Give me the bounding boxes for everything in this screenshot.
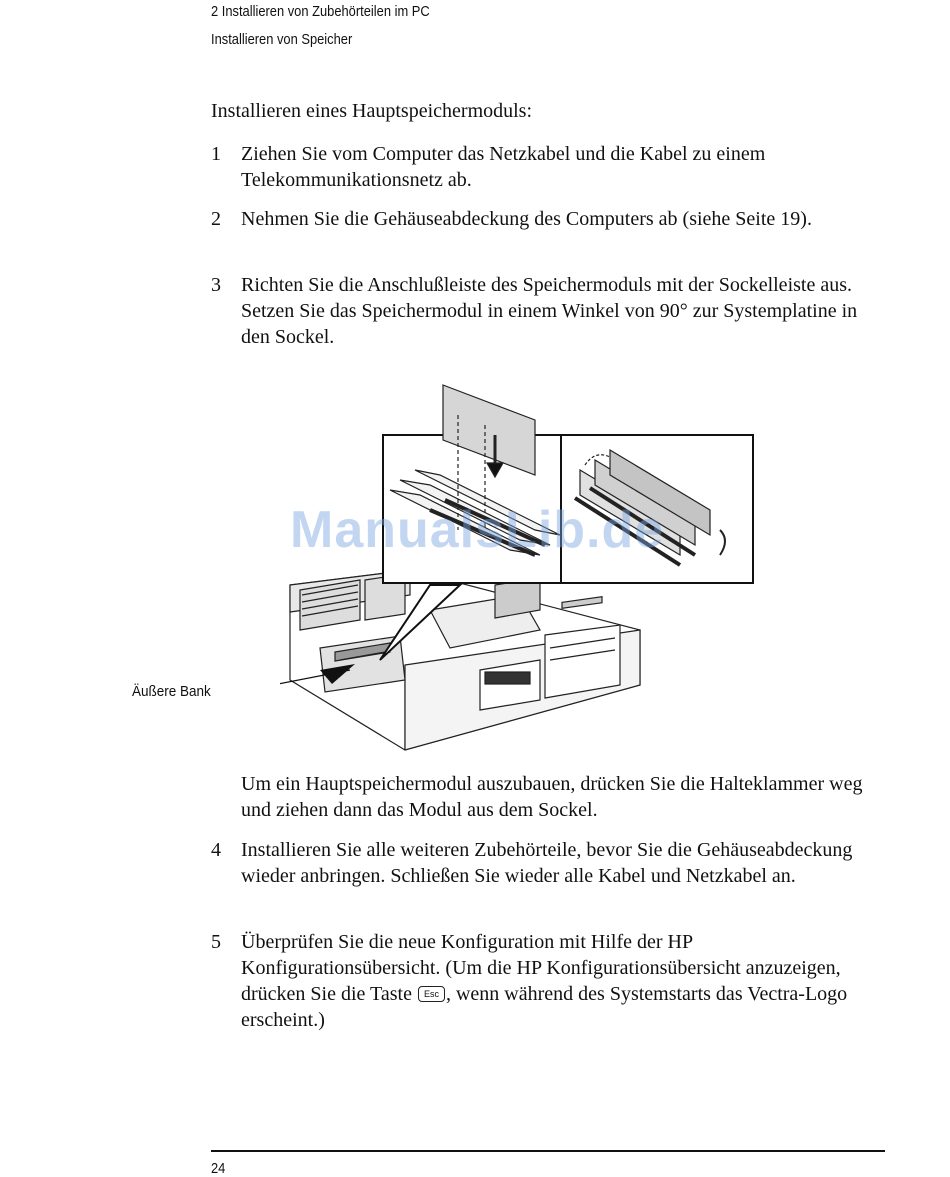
memory-installation-illustration bbox=[280, 380, 760, 755]
watermark: ManualsLib.de bbox=[290, 501, 665, 559]
step-text: Ziehen Sie vom Computer das Netzkabel und die Kabel zu einem Telekommunikationsnetz ab. bbox=[241, 143, 766, 191]
step-text-after: , wenn während des Systemstarts das Vectra-Logo erscheint.) bbox=[241, 983, 848, 1031]
step-4 bbox=[211, 837, 891, 889]
step-5 bbox=[211, 929, 891, 1033]
step-number: 3 bbox=[211, 274, 221, 296]
chapter-header: 2 Installieren von Zubehörteilen im PC bbox=[211, 3, 430, 20]
step-number: 1 bbox=[211, 143, 221, 165]
step-number: 2 bbox=[211, 208, 221, 230]
step-number: 5 bbox=[211, 931, 221, 953]
step-3 bbox=[211, 272, 891, 350]
section-header: Installieren von Speicher bbox=[211, 31, 353, 48]
step-text: Installieren Sie alle weiteren Zubehörteile, bevor Sie die Gehäuseabdeckung wieder anbringen. Schließen Sie wieder alle Kabel und Netzkabel an. bbox=[241, 839, 853, 887]
esc-key-icon: Esc bbox=[418, 986, 445, 1002]
step-1 bbox=[211, 141, 891, 193]
step-text: Nehmen Sie die Gehäuseabdeckung des Computers ab (siehe Seite 19). bbox=[241, 208, 812, 230]
removal-note: Um ein Hauptspeichermodul auszubauen, drücken Sie die Halteklammer weg und ziehen dann das Modul aus dem Sockel. bbox=[241, 773, 863, 821]
page-number: 24 bbox=[211, 1160, 226, 1177]
step-text bbox=[241, 929, 891, 1033]
footer-rule bbox=[211, 1150, 885, 1152]
outer-bank-label: Äußere Bank bbox=[132, 683, 211, 700]
step-2 bbox=[211, 206, 891, 232]
step-text-before: Überprüfen Sie die neue Konfiguration mit Hilfe der HP Konfigurationsübersicht. (Um die HP Konfigurationsübersicht anzuzeigen, drücken Sie die Taste bbox=[241, 931, 841, 1005]
step-text: Richten Sie die Anschlußleiste des Speichermoduls mit der Sockelleiste aus. Setzen Sie das Speichermodul in einem Winkel von 90° zur Systemplatine in den Sockel. bbox=[241, 274, 858, 348]
procedure-heading: Installieren eines Hauptspeichermoduls: bbox=[211, 100, 533, 122]
step-number: 4 bbox=[211, 839, 221, 861]
